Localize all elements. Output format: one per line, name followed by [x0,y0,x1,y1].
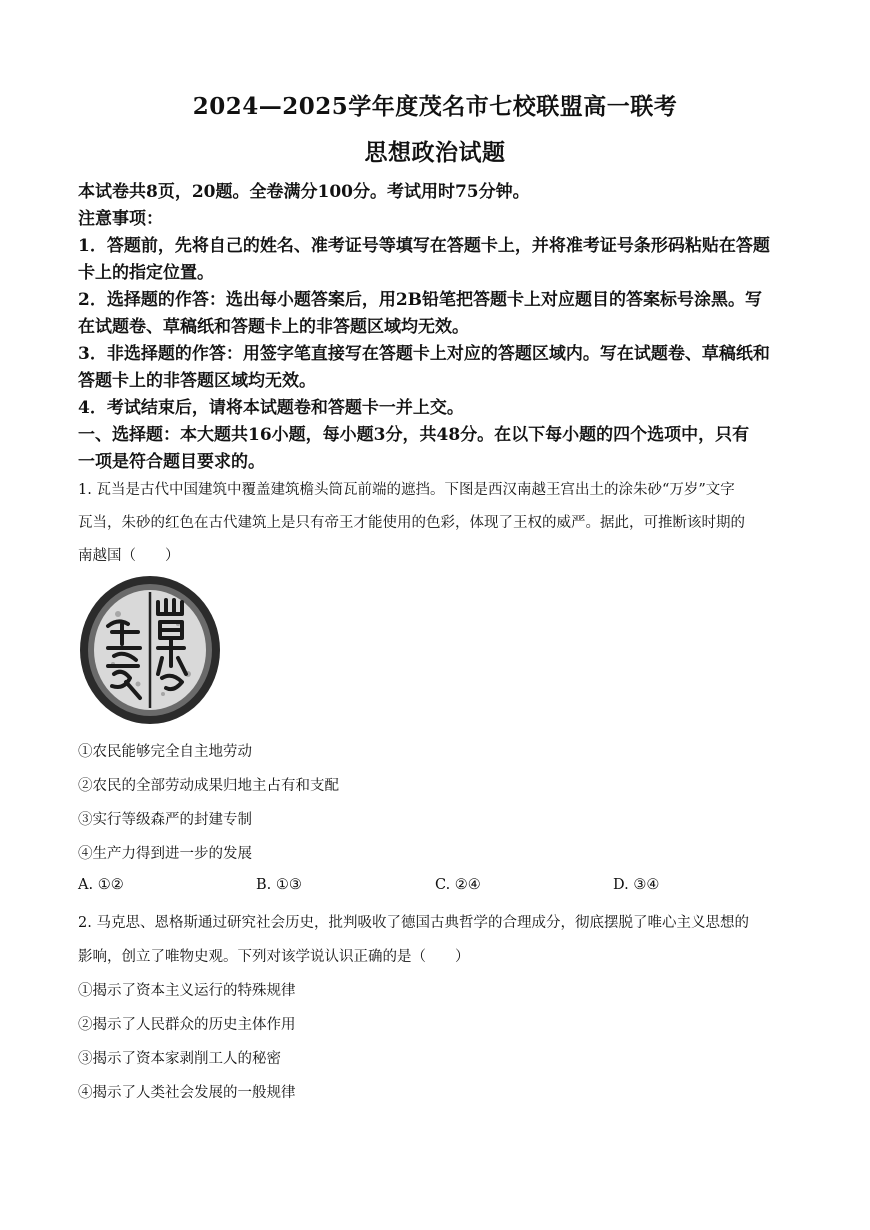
notice-item-3-line-1: 3．非选择题的作答：用签字笔直接写在答题卡上对应的答题区域内。写在试题卷、草稿纸和 [78,344,770,364]
q1-stem-line-1: 1. 瓦当是古代中国建筑中覆盖建筑檐头筒瓦前端的遮挡。下图是西汉南越王宫出土的涂朱砂“万岁”文字 [78,482,735,498]
notice-item-2-line-2: 在试题卷、草稿纸和答题卡上的非答题区域均无效。 [78,317,469,337]
q2-statement-2: ②揭示了人民群众的历史主体作用 [78,1017,296,1033]
wadang-roof-tile-image [78,574,222,726]
q1-statement-4: ④生产力得到进一步的发展 [78,846,252,862]
q1-statement-1: ①农民能够完全自主地劳动 [78,744,252,760]
q1-stem-line-3: 南越国（ ） [78,548,180,564]
q1-statement-2: ②农民的全部劳动成果归地主占有和支配 [78,778,339,794]
section-heading-line-1: 一、选择题：本大题共16小题，每小题3分，共48分。在以下每小题的四个选项中，只有 [78,425,750,445]
notice-heading: 注意事项： [78,209,163,229]
notice-item-1-line-2: 卡上的指定位置。 [78,263,214,283]
q2-statement-3: ③揭示了资本家剥削工人的秘密 [78,1051,281,1067]
notice-item-1-line-1: 1．答题前，先将自己的姓名、准考证号等填写在答题卡上，并将准考证号条形码粘贴在答题 [78,236,770,256]
q2-stem-line-2: 影响，创立了唯物史观。下列对该学说认识正确的是（ ） [78,949,470,965]
q1-option-a: A. ①② [78,877,124,893]
q1-stem-line-2: 瓦当，朱砂的红色在古代建筑上是只有帝王才能使用的色彩，体现了王权的威严。据此，可推断该时期的 [78,515,745,531]
q1-option-d: D. ③④ [613,877,660,893]
q1-option-c: C. ②④ [435,877,481,893]
subject-title: 思想政治试题 [364,139,506,166]
q2-statement-1: ①揭示了资本主义运行的特殊规律 [78,983,296,999]
q1-statement-3: ③实行等级森严的封建专制 [78,812,252,828]
q2-stem-line-1: 2. 马克思、恩格斯通过研究社会历史，批判吸收了德国古典哲学的合理成分，彻底摆脱了唯心主义思想的 [78,915,749,931]
section-heading-line-2: 一项是符合题目要求的。 [78,452,265,472]
notice-item-4: 4．考试结束后，请将本试题卷和答题卡一并上交。 [78,398,464,418]
q2-statement-4: ④揭示了人类社会发展的一般规律 [78,1085,296,1101]
notice-item-2-line-1: 2．选择题的作答：选出每小题答案后，用2B铅笔把答题卡上对应题目的答案标号涂黑。写 [78,290,763,310]
exam-title: 2024—2025学年度茂名市七校联盟高一联考 [192,93,678,120]
exam-intro: 本试卷共8页，20题。全卷满分100分。考试用时75分钟。 [78,182,530,202]
notice-item-3-line-2: 答题卡上的非答题区域均无效。 [78,371,316,391]
q1-option-b: B. ①③ [256,877,302,893]
